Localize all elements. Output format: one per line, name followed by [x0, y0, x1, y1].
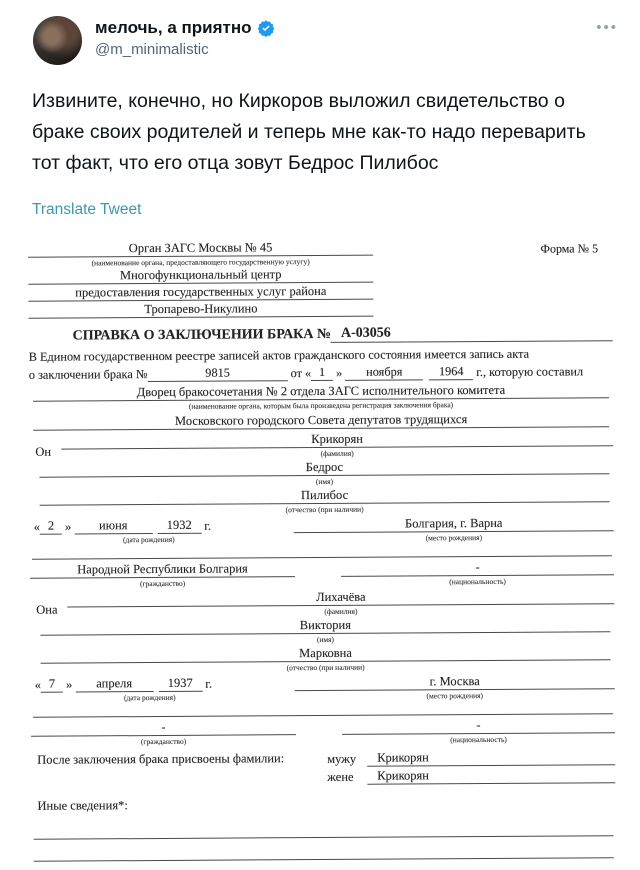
doc-he-pronoun: Он	[35, 444, 52, 459]
doc-wife-surname: Крикорян	[367, 767, 615, 785]
doc-other-info-label: Иные сведения*:	[37, 798, 128, 813]
doc-she-birth-year: 1937	[158, 676, 202, 692]
doc-wife-label: жене	[327, 769, 354, 784]
doc-caption-birthplace: (место рождения)	[425, 533, 483, 543]
doc-caption-birthplace: (место рождения)	[426, 691, 484, 701]
doc-she-citizenship-row	[31, 717, 615, 747]
doc-he-surname-row	[29, 430, 613, 460]
doc-she-given-name: Виктория	[40, 616, 610, 635]
doc-reg-day: 1	[311, 365, 333, 381]
doc-she-patronymic-row	[40, 644, 610, 673]
doc-composed-suffix: г., которую составил	[476, 364, 584, 380]
doc-after-marriage-label: После заключения брака присвоены фамилии:	[37, 751, 285, 767]
doc-blank-line	[34, 823, 614, 840]
doc-blank-line	[34, 845, 614, 862]
doc-he-citizenship: Народной Республики Болгария	[30, 561, 295, 579]
doc-caption-citizenship: (гражданство)	[139, 578, 186, 589]
doc-org-caption: (наименование органа, предоставляющего государственную услугу)	[91, 257, 310, 268]
doc-act-line	[29, 363, 613, 383]
doc-he-birth-day: 2	[40, 519, 62, 535]
doc-header	[28, 237, 612, 319]
doc-caption-patronymic: (отчество (при наличии)	[285, 504, 364, 515]
doc-she-pronoun: Она	[36, 602, 58, 617]
doc-reg-year: 1964	[429, 364, 473, 380]
attached-document-image[interactable]	[28, 239, 612, 860]
doc-she-birth-row	[31, 673, 615, 703]
doc-she-surname-row	[30, 588, 614, 618]
display-name[interactable]: мелочь, а приятно	[95, 18, 252, 37]
doc-caption-birthdate: (дата рождения)	[123, 692, 176, 703]
doc-blank-line	[32, 543, 612, 560]
doc-he-birth-month: июня	[74, 518, 152, 534]
doc-she-surname: Лихачёва	[67, 588, 614, 607]
doc-after-marriage-row	[31, 749, 615, 789]
tweet-text: Извините, конечно, но Киркоров выложил свидетельство о браке своих родителей и теперь мне как-то надо переварить тот факт, что его отца зовут Бедрос Пилибос	[32, 90, 586, 174]
doc-he-citizenship-row	[30, 559, 614, 589]
doc-registrar-line1: Дворец бракосочетания № 2 отдела ЗАГС исполнительного комитета	[33, 382, 609, 402]
doc-husband-surname: Крикорян	[367, 749, 615, 767]
user-handle[interactable]: @m_minimalistic	[95, 41, 209, 58]
display-name-row	[95, 18, 594, 38]
doc-quote-open: «	[304, 366, 312, 381]
doc-he-birth-row	[30, 515, 614, 545]
doc-year-abbr: г.	[204, 518, 212, 533]
doc-he-patronymic: Пилибос	[40, 486, 610, 505]
doc-act-prefix: о заключении брака №	[28, 367, 148, 382]
user-names	[95, 16, 594, 58]
doc-org-line3: предоставления государственных услуг района	[28, 283, 373, 302]
doc-act-number: 9815	[148, 365, 288, 382]
doc-quote-close: »	[64, 519, 72, 534]
doc-quote-close: »	[336, 365, 343, 380]
doc-she-birth-month: апреля	[75, 676, 153, 692]
doc-blank-line	[33, 701, 613, 718]
doc-title: СПРАВКА О ЗАКЛЮЧЕНИИ БРАКА №	[72, 326, 332, 344]
doc-quote-open: «	[33, 519, 41, 534]
doc-year-abbr: г.	[205, 676, 213, 691]
doc-registrar-line2: Московского городского Совета депутатов трудящихся	[33, 411, 609, 431]
avatar[interactable]	[33, 16, 82, 65]
doc-caption-nationality: (национальность)	[449, 576, 506, 587]
doc-from-word: от	[290, 366, 302, 381]
doc-he-patronymic-row	[40, 486, 610, 515]
doc-org-line4: Тропарево-Никулино	[28, 300, 373, 319]
doc-she-patronymic: Марковна	[40, 644, 610, 663]
doc-he-birth-year: 1932	[157, 518, 201, 534]
verified-badge-icon	[257, 19, 275, 37]
doc-quote-open: «	[34, 677, 42, 692]
doc-caption-surname: (фамилия)	[324, 606, 358, 616]
doc-he-birth-place: Болгария, г. Варна	[294, 515, 614, 533]
doc-org-block	[28, 239, 373, 319]
doc-he-nationality: -	[341, 559, 614, 577]
doc-she-nationality: -	[342, 717, 615, 735]
doc-caption-given: (имя)	[315, 476, 334, 487]
doc-caption-birthdate: (дата рождения)	[122, 534, 175, 545]
doc-she-givenname-row	[40, 616, 610, 645]
marriage-certificate	[28, 237, 616, 862]
more-menu-button[interactable]: •••	[596, 19, 618, 36]
doc-caption-patronymic: (отчество (при наличии)	[286, 662, 365, 673]
doc-he-givenname-row	[39, 458, 609, 487]
doc-intro-line: В Едином государственном реестре записей актов гражданского состояния имеется запись акта	[28, 346, 530, 364]
doc-she-birth-day: 7	[41, 677, 63, 693]
doc-quote-close: »	[65, 677, 73, 692]
doc-title-number: А-03056	[331, 325, 407, 342]
doc-org-line2: Многофункциональный центр	[28, 266, 373, 285]
doc-caption-citizenship: (гражданство)	[140, 736, 187, 747]
doc-he-given-name: Бедрос	[39, 458, 609, 477]
doc-title-row	[73, 324, 613, 344]
doc-caption-surname: (фамилия)	[320, 448, 354, 459]
translate-tweet-link[interactable]: Translate Tweet	[32, 201, 142, 218]
doc-she-citizenship: -	[31, 719, 296, 737]
doc-reg-month: ноября	[345, 364, 423, 380]
doc-registrar-caption: (наименование органа, которым была произведена регистрация заключения брака)	[188, 400, 454, 411]
doc-she-birth-place: г. Москва	[295, 673, 615, 691]
doc-caption-nationality: (национальность)	[450, 734, 507, 745]
doc-caption-given: (имя)	[316, 634, 335, 645]
doc-husband-label: мужу	[327, 751, 357, 766]
doc-form-number: Форма № 5	[540, 241, 599, 256]
doc-org-name: Орган ЗАГС Москвы № 45	[28, 239, 373, 258]
doc-he-surname: Крикорян	[61, 430, 613, 449]
tweet-header	[0, 0, 640, 65]
doc-title-underline	[407, 340, 613, 342]
